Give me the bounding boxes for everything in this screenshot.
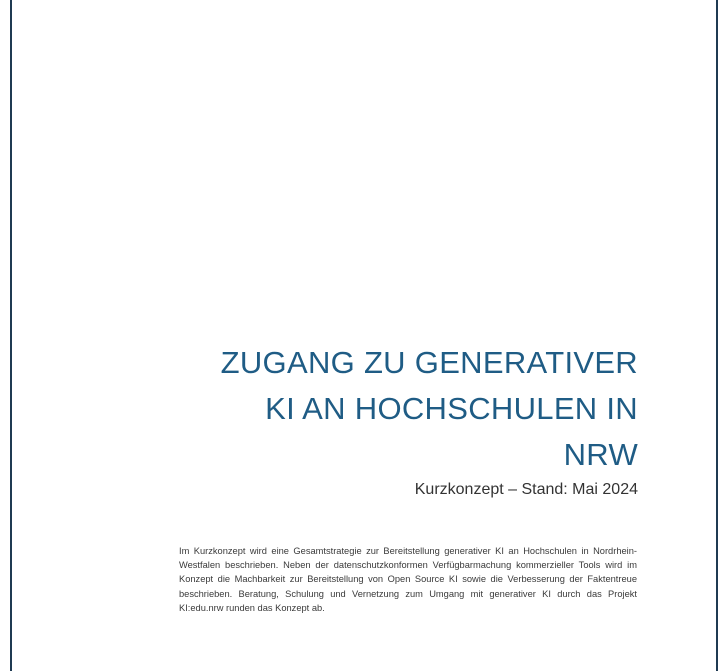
document-subtitle: Kurzkonzept – Stand: Mai 2024 — [414, 481, 638, 498]
document-title — [178, 340, 638, 478]
title-line: KI AN HOCHSCHULEN IN — [265, 391, 638, 426]
title-line: ZUGANG ZU GENERATIVER — [220, 345, 638, 380]
title-line: NRW — [563, 437, 638, 472]
document-abstract: Im Kurzkonzept wird eine Gesamtstrategie zur Bereitstellung generativer KI an Hochschulen in Nordrhein-Westfalen beschrieben. Neben der datenschutzkonformen Verfügbarmachung kommerzieller Tools wird im Konzept die Machbarkeit zur Bereitstellung von Open Source KI sowie die Verbesserung der Faktentreue beschrieben. Beratung, Schulung und Vernetzung zum Umgang mit generativer KI durch das Projekt KI:edu.nrw runden das Konzept ab. — [179, 546, 637, 613]
